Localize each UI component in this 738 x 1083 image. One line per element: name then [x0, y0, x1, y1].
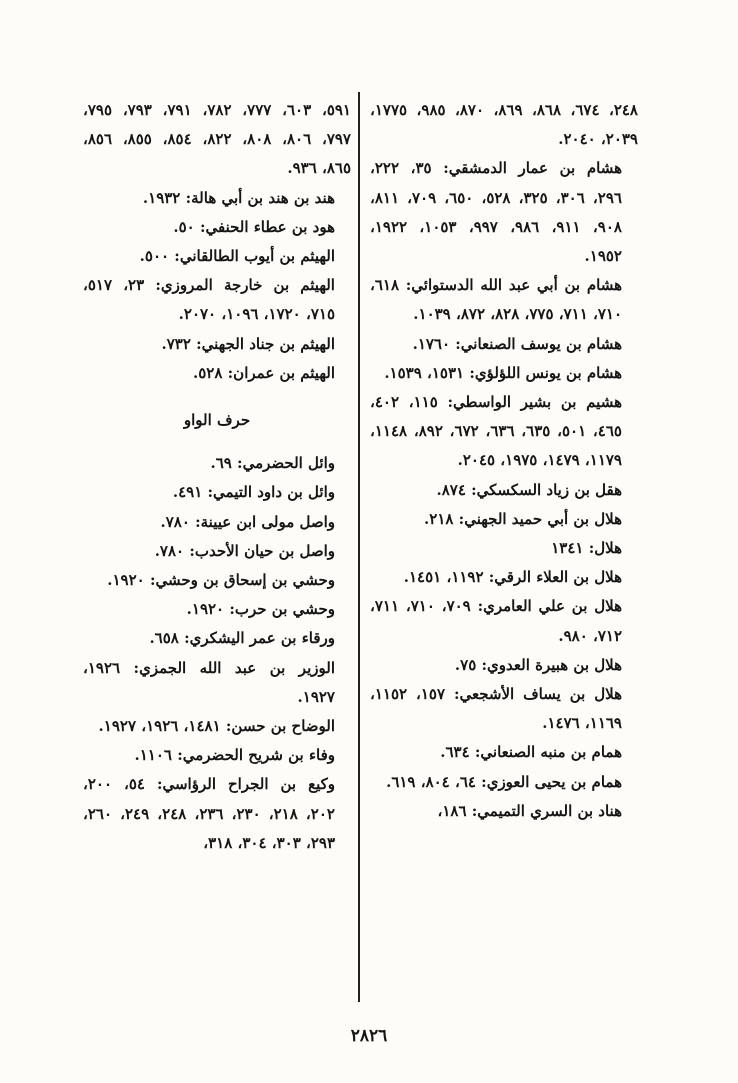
- index-entry: هلال: ١٣٤١: [551, 539, 622, 558]
- index-entry: هلال بن يساف الأشجعي: ١٥٧، ١١٥٢، ١١٦٩، ١٤٧٦.: [370, 685, 622, 733]
- index-entry: وحشي بن حرب: ١٩٢٠.: [186, 600, 335, 619]
- page-number: ٢٨٢٦: [350, 1026, 388, 1046]
- index-column-left: [83, 96, 351, 858]
- index-entry: همام بن منبه الصنعاني: ٦٣٤.: [440, 743, 622, 762]
- index-entry: الوضاح بن حسن: ١٤٨١، ١٩٢٦، ١٩٢٧.: [98, 717, 335, 736]
- index-entry: الوزير بن عبد الله الجمزي: ١٩٢٦، ١٩٢٧.: [83, 658, 335, 706]
- index-entry: وفاء بن شريح الحضرمي: ١١٠٦.: [134, 746, 335, 765]
- column-divider: [358, 92, 360, 1002]
- index-entry: وائل الحضرمي: ٦٩.: [210, 454, 335, 473]
- index-entry: وحشي بن إسحاق بن وحشي: ١٩٢٠.: [107, 571, 335, 590]
- index-entry: ٥٩١، ٦٠٣، ٧٧٧، ٧٨٢، ٧٩١، ٧٩٣، ٧٩٥، ٧٩٧، ٨٠٦، ٨٠٨، ٨٢٢، ٨٥٤، ٨٥٥، ٨٥٦، ٨٦٥، ٩٣٦.: [83, 101, 351, 178]
- index-entry: الهيثم بن أيوب الطالقاني: ٥٠٠.: [139, 247, 335, 266]
- index-entry: هلال بن العلاء الرقي: ١١٩٢، ١٤٥١.: [403, 568, 622, 587]
- index-entry: وكيع بن الجراح الرؤاسي: ٥٤، ٢٠٠، ٢٠٢، ٢١٨، ٢٣٠، ٢٣٦، ٢٤٨، ٢٤٩، ٢٦٠، ٢٩٣، ٣٠٣، ٣٠٤، ٣١٨،: [83, 775, 335, 852]
- index-entry: هلال بن علي العامري: ٧٠٩، ٧١٠، ٧١١، ٧١٢، ٩٨٠.: [370, 597, 622, 645]
- index-entry: هشام بن أبي عبد الله الدستوائي: ٦١٨، ٧١٠، ٧١١، ٧٧٥، ٨٢٨، ٨٧٢، ١٠٣٩.: [370, 276, 622, 324]
- index-entry: الهيثم بن عمران: ٥٢٨.: [193, 363, 335, 382]
- index-entry: هلال بن هبيرة العدوي: ٧٥.: [454, 655, 622, 674]
- index-entry: هناد بن السري التميمي: ١٨٦،: [437, 801, 622, 820]
- index-entry: همام بن يحيى العوزي: ٦٤، ٨٠٤، ٦١٩.: [386, 772, 622, 791]
- left-entries-top: [83, 96, 351, 388]
- index-entry: وائل بن داود التيمي: ٤٩١.: [172, 483, 335, 502]
- index-entry: هقل بن زياد السكسكي: ٨٧٤.: [436, 480, 622, 499]
- index-entry: الهيثم بن جناد الجهني: ٧٣٢.: [161, 334, 335, 353]
- index-entry: ٢٤٨، ٦٧٤، ٨٦٨، ٨٦٩، ٨٧٠، ٩٨٥، ١٧٧٥، ٢٠٣٩، ٢٠٤٠.: [370, 101, 638, 149]
- index-entry: هلال بن أبي حميد الجهني: ٢١٨.: [424, 509, 622, 528]
- index-entry: هشام بن عمار الدمشقي: ٣٥، ٢٢٢، ٢٩٦، ٣٠٦، ٣٢٥، ٥٢٨، ٦٥٠، ٧٠٩، ٨١١، ٩٠٨، ٩١١، ٩٨٦، ٩٩٧، ١٠٥٣، ١٩٢٢، ١٩٥٢.: [370, 159, 622, 266]
- index-entry: هود بن عطاء الحنفي: ٥٠.: [173, 217, 335, 236]
- index-entry: هشيم بن بشير الواسطي: ١١٥، ٤٠٢، ٤٦٥، ٥٠١، ٦٣٥، ٦٣٦، ٦٧٢، ٨٩٢، ١١٤٨، ١١٧٩، ١٤٧٩، ١٩٧٥، ٢٠٤٥.: [370, 393, 622, 470]
- index-entry: واصل بن حيان الأحدب: ٧٨٠.: [154, 541, 335, 560]
- left-entries-bottom: [83, 449, 351, 858]
- index-entry: هند بن هند بن أبي هالة: ١٩٣٢.: [142, 188, 335, 207]
- index-entry: هشام بن يونس اللؤلؤي: ١٥٣١، ١٥٣٩.: [384, 363, 622, 382]
- index-entry: واصل مولى ابن عيينة: ٧٨٠.: [160, 512, 335, 531]
- index-entry: هشام بن يوسف الصنعاني: ١٧٦٠.: [412, 334, 622, 353]
- index-entry: الهيثم بن خارجة المروزي: ٢٣، ٥١٧، ٧١٥، ١٧٢٠، ١٠٩٦، ٢٠٧٠.: [83, 276, 335, 324]
- section-heading: حرف الواو: [183, 411, 251, 430]
- index-entry: ورقاء بن عمر اليشكري: ٦٥٨.: [149, 629, 335, 648]
- index-column-right: [370, 96, 638, 826]
